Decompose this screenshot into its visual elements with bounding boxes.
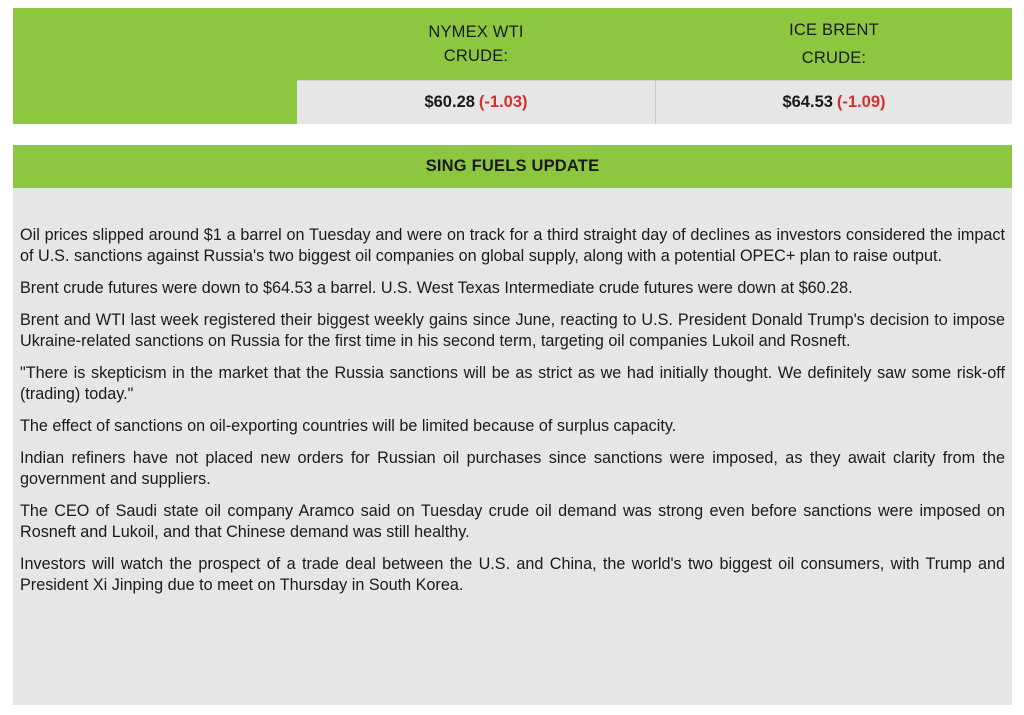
- update-title: SING FUELS UPDATE: [13, 145, 1012, 188]
- wti-price-change: (-1.03): [478, 93, 528, 111]
- update-paragraph: The CEO of Saudi state oil company Aramco said on Tuesday crude oil demand was strong even before sanctions were imposed on Rosneft and Lukoil, and that Chinese demand was still healthy.: [20, 502, 1005, 541]
- wti-price-cell: [297, 80, 655, 124]
- update-paragraph: The effect of sanctions on oil-exporting countries will be limited because of surplus capacity.: [20, 417, 677, 435]
- update-paragraph: Brent crude futures were down to $64.53 a barrel. U.S. West Texas Intermediate crude futures were down at $60.28.: [20, 279, 853, 297]
- wti-price: $60.28: [424, 93, 475, 111]
- update-paragraph: Investors will watch the prospect of a trade deal between the U.S. and China, the world's two biggest oil consumers, with Trump and President Xi Jinping due to meet on Thursday in South Korea.: [20, 555, 1005, 594]
- price-table-label-cell: [13, 80, 297, 124]
- brent-header-label: ICE BRENT CRUDE:: [789, 21, 879, 67]
- update-paragraph: Brent and WTI last week registered their biggest weekly gains since June, reacting to U.S. President Donald Trump's decision to impose Ukraine-related sanctions on Russia for the first time in his second term, targeting oil companies Lukoil and Rosneft.: [20, 311, 1005, 350]
- wti-header-label: NYMEX WTI CRUDE:: [428, 23, 524, 65]
- crude-price-table: [13, 8, 1012, 124]
- update-paragraph: Indian refiners have not placed new orders for Russian oil purchases since sanctions were imposed, as they await clarity from the government and suppliers.: [20, 449, 1005, 488]
- update-body: [13, 188, 1012, 596]
- brent-price-change: (-1.09): [836, 93, 886, 111]
- brent-column-header: [656, 8, 1012, 80]
- wti-column-header: [297, 8, 655, 80]
- fuels-update-panel: [13, 145, 1012, 705]
- update-paragraph: "There is skepticism in the market that the Russia sanctions will be as strict as we had initially thought. We definitely saw some risk-off (trading) today.": [20, 364, 1005, 403]
- brent-price-cell: [656, 80, 1012, 124]
- update-paragraph: Oil prices slipped around $1 a barrel on Tuesday and were on track for a third straight day of declines as investors considered the impact of U.S. sanctions against Russia's two biggest oil companies on global supply, along with a potential OPEC+ plan to raise output.: [20, 226, 1005, 265]
- brent-price: $64.53: [782, 93, 833, 111]
